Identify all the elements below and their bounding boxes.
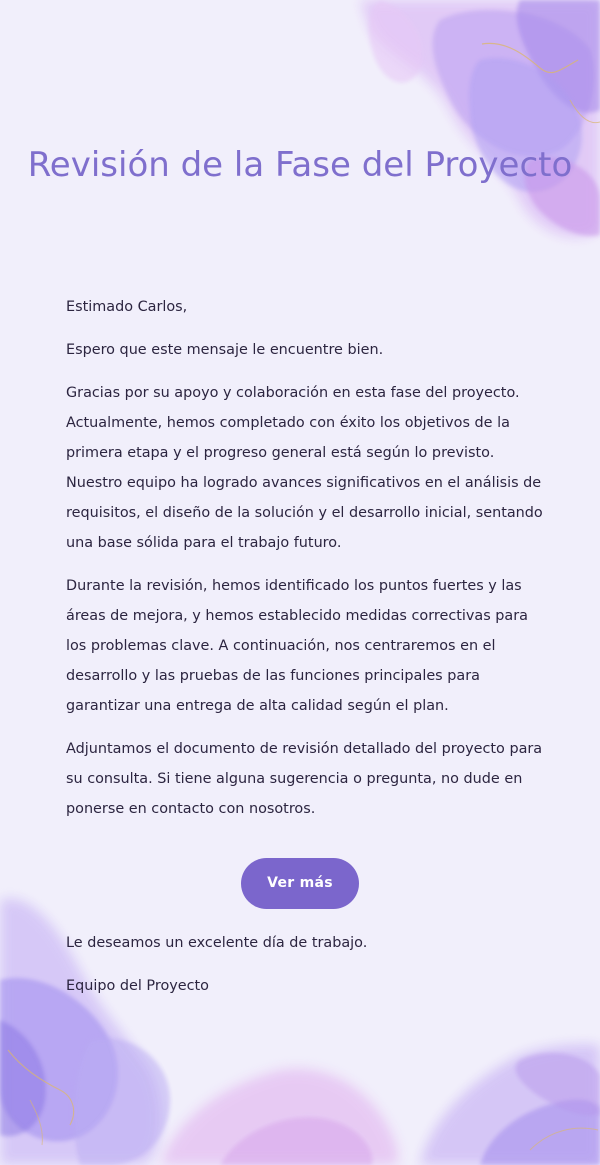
closing-line: Le deseamos un excelente día de trabajo. bbox=[66, 935, 368, 951]
email-title: Revisión de la Fase del Proyecto bbox=[27, 145, 573, 185]
email-body bbox=[66, 292, 544, 837]
signature: Equipo del Proyecto bbox=[66, 978, 209, 994]
ver-mas-button[interactable]: Ver más bbox=[241, 858, 359, 909]
paragraph-attachment: Adjuntamos el documento de revisión detallado del proyecto para su consulta. Si tiene alguna sugerencia o pregunta, no dude en ponerse en contacto con nosotros. bbox=[66, 741, 543, 817]
greeting: Estimado Carlos, bbox=[66, 299, 188, 315]
watercolor-top-right bbox=[360, 0, 600, 237]
paragraph-review: Durante la revisión, hemos identificado los puntos fuertes y las áreas de mejora, y hemos establecido medidas correctivas para los problemas clave. A continuación, nos centraremos en el desarrollo y las pruebas de las funciones principales para garantizar una entrega de alta calidad según el plan. bbox=[66, 578, 528, 714]
paragraph-intro: Espero que este mensaje le encuentre bien. bbox=[66, 342, 384, 358]
watercolor-bottom-center bbox=[160, 1069, 398, 1165]
paragraph-progress: Gracias por su apoyo y colaboración en esta fase del proyecto. Actualmente, hemos completado con éxito los objetivos de la primera etapa y el progreso general está según lo previsto. Nuestro equipo ha logrado avances significativos en el análisis de requisitos, el diseño de la solución y el desarrollo inicial, sentando una base sólida para el trabajo futuro. bbox=[66, 385, 543, 551]
cta-container bbox=[0, 858, 600, 909]
watercolor-bottom-right bbox=[420, 1044, 600, 1165]
email-closing bbox=[66, 928, 544, 1014]
